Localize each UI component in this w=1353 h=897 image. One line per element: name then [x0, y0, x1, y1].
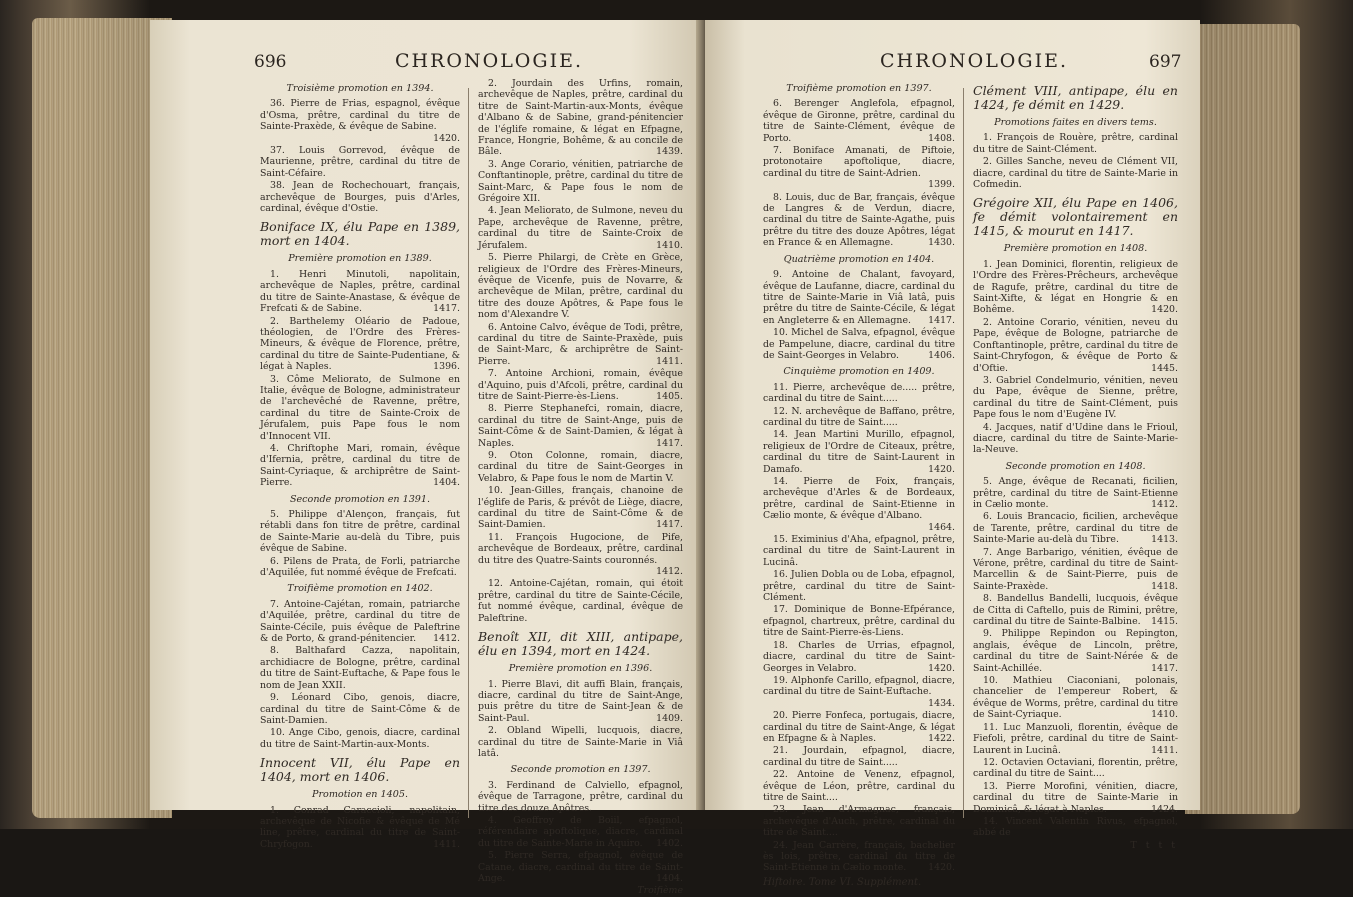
entry-paragraph: 4. Jean Meliorato, de Sulmone, neveu du Pape, archevêque de Ravenne, prêtre, cardinal du titre de Sainte-Croix de Jérufalem. 1410.	[478, 205, 683, 251]
entry-year: 1418.	[1151, 580, 1178, 592]
entry-year: 1417.	[1151, 662, 1178, 674]
entry-paragraph: 8. Bandellus Bandelli, lucquois, évêque de Citta di Caftello, puis de Rimini, prêtre, cardinal du titre de Sainte-Balbine. 1415.	[973, 593, 1178, 628]
entry-paragraph: 1. François de Rouère, prêtre, cardinal du titre de Saint-Clément.	[973, 132, 1178, 155]
page-edges-right	[1185, 24, 1300, 814]
left-column-1	[260, 78, 460, 851]
entry-year: 1430.	[928, 237, 955, 249]
entry-paragraph: 5. Ange, évêque de Recanati, ficilien, prêtre, cardinal du titre de Saint-Etienne in Cælio monte. 1412.	[973, 476, 1178, 510]
section-heading: Quatrième promotion en 1404.	[783, 253, 935, 265]
entry-paragraph: 2. Jourdain des Urfins, romain, archevêque de Naples, prêtre, cardinal du titre de Saint-Martin-aux-Monts, évêque d'Albano & de Sabine, grand-pénitencier de l'églife romaine, & légat en Efpagne, France, Hongrie, Bohême, & au concile de Bâle. 1439.	[478, 78, 683, 158]
left-page	[150, 20, 705, 897]
entry-paragraph: 10. Michel de Salva, efpagnol, évêque de Pampelune, diacre, cardinal du titre de Saint-Georges in Velabro. 1406.	[763, 327, 955, 361]
pope-heading: Clément VIII, antipape, élu en 1424, fe démit en 1429.	[973, 83, 1178, 112]
section-heading: Seconde promotion en 1408.	[1005, 460, 1146, 472]
pope-heading: Boniface IX, élu Pape en 1389, mort en 1404.	[260, 219, 460, 249]
section-heading: Seconde promotion en 1391.	[289, 493, 431, 505]
entry-paragraph: 9. Oton Colonne, romain, diacre, cardinal du titre de Saint-Georges in Velabro, & Pape fous le nom de Martin V.	[478, 450, 683, 484]
entry-paragraph: 6. Pilens de Prata, de Forli, patriarche d'Aquilée, fut nommé évêque de Frefcati.	[260, 555, 460, 579]
entry-year: 1412.	[656, 566, 683, 578]
right-page	[705, 20, 1200, 888]
entry-paragraph: 16. Julien Dobla ou de Loba, efpagnol, prêtre, cardinal du titre de Saint-Clément.	[763, 569, 955, 604]
entry-year: 1410.	[1151, 709, 1178, 721]
entry-year: 1420.	[928, 662, 955, 674]
entry-paragraph: 8. Balthafard Cazza, napolitain, archidiacre de Bologne, prêtre, cardinal du titre de Saint-Euftache, & Pape fous le nom de Jean XXII.	[260, 645, 460, 691]
column-rule	[963, 88, 964, 818]
entry-paragraph: 4. Jacques, natif d'Udine dans le Frioul, diacre, cardinal du titre de Sainte-Marie-la-Neuve.	[973, 421, 1178, 456]
entry-paragraph: 4. Geoffroy de Boiil, efpagnol, référendaire apoftolique, diacre, cardinal du titre de Sainte-Marie in Aquiro. 1402.	[478, 814, 683, 849]
entry-year: 1420.	[928, 463, 955, 475]
entry-paragraph: 1. Jean Dominici, florentin, religieux de l'Ordre des Frères-Prêcheurs, archevêque de Ragufe, prêtre, cardinal du titre de Saint-Xifte, & légat en Hongrie & en Bohême. 1420.	[973, 258, 1178, 316]
right-column-2	[973, 78, 1178, 851]
entry-paragraph: 36. Pierre de Frias, espagnol, évêque d'Osma, prêtre, cardinal du titre de Sainte-Praxède, & évêque de Sabine. 1420.	[260, 98, 460, 144]
section-heading: Cinquième promotion en 1409.	[783, 366, 935, 378]
entry-paragraph: 11. François Hugocione, de Pife, archevêque de Bordeaux, prêtre, cardinal du titre des Quatre-Saints couronnés. 1412.	[478, 531, 683, 578]
left-page-number: 696	[254, 52, 287, 72]
entry-paragraph: 3. Ferdinand de Calviello, efpagnol, évêque de Tarragone, prêtre, cardinal du titre des douze Apôtres.	[478, 779, 683, 814]
entry-paragraph: 9. Philippe Repindon ou Repington, anglais, évêque de Lincoln, prêtre, cardinal du titre de Saint-Nérée & de Saint-Achillée. 1417.	[973, 628, 1178, 674]
entry-paragraph: 22. Antoine de Venenz, efpagnol, évêque de Léon, prêtre, cardinal du titre de Saint....	[763, 769, 955, 803]
entry-paragraph: 1. Henri Minutoli, napolitain, archevêque de Naples, prêtre, cardinal du titre de Sainte-Anastase, & évêque de Frefcati & de Sabine. 1417.	[260, 268, 460, 315]
entry-paragraph: 18. Charles de Urrias, efpagnol, diacre, cardinal du titre de Saint-Georges in Velabro. 1420.	[763, 639, 955, 674]
entry-year: 1399.	[928, 179, 955, 191]
right-page-number: 697	[1149, 52, 1182, 72]
pope-heading: Grégoire XII, élu Pape en 1406, fe démit volontairement en 1415, & mourut en 1417.	[973, 195, 1178, 239]
entry-year: 1402.	[656, 837, 683, 849]
left-running-head: CHRONOLOGIE.	[395, 50, 583, 72]
entry-paragraph: 23. Jean d'Armagnac, français, archevêque d'Auch, prêtre, cardinal du titre de Saint....	[763, 804, 955, 839]
entry-paragraph: 21. Jourdain, efpagnol, diacre, cardinal du titre de Saint.....	[763, 745, 955, 768]
entry-year: 1406.	[928, 349, 955, 361]
entry-paragraph: 9. Léonard Cibo, genois, diacre, cardinal du titre de Saint-Côme & de Saint-Damien.	[260, 692, 460, 726]
section-heading: Promotion en 1405.	[312, 789, 408, 801]
entry-paragraph: 5. Pierre Philargi, de Crète en Grèce, religieux de l'Ordre des Frères-Mineurs, évêque de Vicenfe, puis de Novarre, & archevêque de Milan, prêtre, cardinal du titre des douze Apôtres, & Pape fous le nom d'Alexandre V.	[478, 252, 683, 321]
entry-paragraph: 7. Boniface Amanati, de Piftoie, protonotaire apoftolique, diacre, cardinal du titre de Saint-Adrien. 1399.	[763, 145, 955, 191]
section-heading: Première promotion en 1396.	[508, 663, 653, 675]
entry-year: 1420.	[928, 862, 955, 874]
entry-paragraph: 37. Louis Gorrevod, évêque de Maurienne, prêtre, cardinal du titre de Saint-Céfaire.	[260, 145, 460, 179]
entry-year: 1420.	[1151, 304, 1178, 316]
entry-year: 1439.	[656, 146, 683, 158]
entry-paragraph: 38. Jean de Rochechouart, français, archevêque de Bourges, puis d'Arles, cardinal, évêque d'Ostie.	[260, 180, 460, 215]
column-rule	[468, 88, 469, 818]
entry-year: 1409.	[656, 712, 683, 724]
entry-year: 1405.	[656, 390, 683, 402]
entry-year: 1434.	[928, 697, 955, 709]
entry-paragraph: 2. Barthelemy Oléario de Padoue, théologien, de l'Ordre des Frères-Mineurs, & évêque de Florence, prêtre, cardinal du titre de Sainte-Pudentiane, & légat à Naples. 1396.	[260, 315, 460, 373]
entry-paragraph: 7. Antoine-Cajétan, romain, patriarche d'Aquilée, prêtre, cardinal du titre de Sainte-Cécile, puis évêque de Paleftrine & de Porto, & grand-pénitencier. 1412.	[260, 598, 460, 645]
entry-paragraph: 14. Vincent Valentin Rivus, efpagnol, abbé de	[973, 815, 1178, 839]
section-heading: Première promotion en 1408.	[1003, 243, 1148, 255]
section-heading: Troifième promotion en 1402.	[287, 583, 433, 595]
entry-paragraph: 10. Mathieu Ciaconiani, polonais, chancelier de l'empereur Robert, & évêque de Worms, prêtre, cardinal du titre de Saint-Cyriaque. 1410.	[973, 675, 1178, 721]
entry-year: 1424.	[1151, 803, 1178, 815]
entry-paragraph: 8. Louis, duc de Bar, français, évêque de Langres & de Verdun, diacre, cardinal du titre de Sainte-Agathe, puis prêtre du titre des douze Apôtres, légat en France & en Allemagne. 1430.	[763, 191, 955, 249]
entry-year: 1417.	[928, 314, 955, 326]
entry-paragraph: 3. Côme Meliorato, de Sulmone en Italie, évêque de Bologne, administrateur de l'archevêché de Ravenne, prêtre, cardinal du titre de Sainte-Croix de Jérufalem, puis Pape fous le nom d'Innocent VII.	[260, 373, 460, 442]
entry-year: 1413.	[1151, 534, 1178, 546]
entry-paragraph: 14. Jean Martini Murillo, efpagnol, religieux de l'Ordre de Citeaux, prêtre, cardinal du titre de Saint-Laurent in Damafo. 1420.	[763, 429, 955, 475]
entry-paragraph: 24. Jean Carrère, français, bachelier ès lois, prêtre, cardinal du titre de Saint-Etienne in Cælio monte. 1420.	[763, 839, 955, 874]
entry-paragraph: 10. Ange Cibo, genois, diacre, cardinal du titre de Saint-Martin-aux-Monts.	[260, 727, 460, 750]
entry-year: 1464.	[928, 521, 955, 533]
section-heading: Troifième promotion en 1397.	[786, 83, 932, 94]
entry-year: 1404.	[656, 873, 683, 884]
entry-paragraph: 13. Pierre Morofini, vénitien, diacre, cardinal du titre de Sainte-Marie in Dominicâ, & légat à Naples. 1424.	[973, 780, 1178, 815]
entry-paragraph: 7. Antoine Archioni, romain, évêque d'Aquino, puis d'Afcoli, prêtre, cardinal du titre de Saint-Pierre-ès-Liens. 1405.	[478, 368, 683, 402]
entry-paragraph: 3. Gabriel Condelmurio, vénitien, neveu du Pape, évêque de Sienne, prêtre, cardinal du titre de Saint-Clément, puis Pape fous le nom d'Eugène IV.	[973, 374, 1178, 421]
pope-heading: Benoît XII, dit XIII, antipape, élu en 1394, mort en 1424.	[478, 629, 683, 659]
entry-year: 1445.	[1151, 362, 1178, 374]
left-column-2	[478, 78, 683, 897]
entry-paragraph: 20. Pierre Fonfeca, portugais, diacre, cardinal du titre de Saint-Ange, & légat en Efpagne & à Naples. 1422.	[763, 710, 955, 744]
entry-paragraph: 5. Pierre Serra, efpagnol, évêque de Catane, diacre, cardinal du titre de Saint-Ange. 1404.	[478, 850, 683, 884]
entry-paragraph: 2. Antoine Corario, vénitien, neveu du Pape, évêque de Bologne, patriarche de Conftantinople, prêtre, cardinal du titre de Saint-Chryfogon, & évêque de Porto & d'Oftie. 1445.	[973, 316, 1178, 374]
entry-paragraph: 12. Octavien Octaviani, florentin, prêtre, cardinal du titre de Saint....	[973, 756, 1178, 780]
pope-heading: Innocent VII, élu Pape en 1404, mort en 1406.	[260, 755, 460, 785]
entry-year: 1396.	[433, 361, 460, 373]
entry-paragraph: 15. Eximinius d'Aha, efpagnol, prêtre, cardinal du titre de Saint-Laurent in Lucinâ.	[763, 534, 955, 568]
entry-paragraph: 4. Chriftophe Mari, romain, évêque d'Ifernia, prêtre, cardinal du titre de Saint-Cyriaque, & archiprêtre de Saint-Pierre. 1404.	[260, 442, 460, 489]
signature-mark: T t t t	[1130, 839, 1178, 851]
footer-title: Hiftoire. Tome VI. Supplément.	[763, 876, 922, 888]
entry-paragraph: 12. N. archevêque de Baffano, prêtre, cardinal du titre de Saint.....	[763, 405, 955, 428]
entry-year: 1411.	[1151, 744, 1178, 756]
section-heading: Troisième promotion en 1394.	[286, 83, 434, 94]
entry-paragraph: 5. Philippe d'Alençon, français, fut rétabli dans fon titre de prêtre, cardinal de Sainte-Marie au-delà du Tibre, puis évêque de Sabine.	[260, 509, 460, 555]
entry-year: 1404.	[433, 477, 460, 489]
entry-paragraph: 19. Alphonfe Carillo, efpagnol, diacre, cardinal du titre de Saint-Euftache. 1434.	[763, 674, 955, 709]
entry-year: 1408.	[928, 132, 955, 144]
right-running-head: CHRONOLOGIE.	[880, 50, 1068, 72]
entry-paragraph: 9. Antoine de Chalant, favoyard, évêque de Laufanne, diacre, cardinal du titre de Sainte-Marie in Viâ latâ, puis prêtre du titre de Sainte-Cécile, & légat en Angleterre & en Allemagne. 1417.	[763, 269, 955, 326]
entry-paragraph: 17. Dominique de Bonne-Efpérance, efpagnol, chartreux, prêtre, cardinal du titre de Saint-Pierre-ès-Liens.	[763, 604, 955, 639]
entry-year: 1417.	[656, 519, 683, 531]
entry-paragraph: 6. Louis Brancacio, ficilien, archevêque de Tarente, prêtre, cardinal du titre de Sainte-Marie au-delà du Tibre. 1413.	[973, 511, 1178, 546]
entry-paragraph: 6. Antoine Calvo, évêque de Todi, prêtre, cardinal du titre de Sainte-Praxède, puis de Saint-Marc, & archiprêtre de Saint-Pierre. 1411.	[478, 321, 683, 367]
entry-paragraph: 2. Obland Wipelli, lucquois, diacre, cardinal du titre de Sainte-Marie in Viâ latâ.	[478, 725, 683, 759]
entry-paragraph: 6. Berenger Anglefola, efpagnol, évêque de Gironne, prêtre, cardinal du titre de Sainte-Clément, évêque de Porto. 1408.	[763, 98, 955, 144]
entry-paragraph: 7. Ange Barbarigo, vénitien, évêque de Vérone, prêtre, cardinal du titre de Saint-Marcellin & de Saint-Pierre, puis de Sainte-Praxède. 1418.	[973, 546, 1178, 592]
entry-year: 1417.	[656, 437, 683, 449]
entry-year: 1422.	[928, 732, 955, 744]
section-heading: Première promotion en 1389.	[288, 253, 432, 265]
entry-year: 1412.	[1151, 498, 1178, 510]
entry-year: 1411.	[433, 838, 460, 850]
entry-year: 1420.	[433, 132, 460, 144]
entry-paragraph: 14. Pierre de Foix, français, archevêque d'Arles & de Bordeaux, prêtre, cardinal de Saint-Etienne in Cælio monte, & évêque d'Albano. 1464.	[763, 476, 955, 533]
entry-year: 1412.	[433, 633, 460, 645]
entry-year: 1411.	[656, 355, 683, 367]
entry-paragraph: 12. Antoine-Cajétan, romain, qui étoit prêtre, cardinal du titre de Sainte-Cécile, fut nommé évêque, cardinal, évêque de Paleftrine.	[478, 578, 683, 624]
right-column-1	[763, 78, 955, 888]
section-heading: Promotions faites en divers tems.	[994, 117, 1157, 128]
entry-year: 1415.	[1151, 616, 1178, 628]
section-heading: Seconde promotion en 1397.	[510, 764, 651, 776]
entry-paragraph: 2. Gilles Sanche, neveu de Clément VII, diacre, cardinal du titre de Sainte-Marie in Cofmedin.	[973, 156, 1178, 191]
entry-paragraph: 1. Pierre Blavi, dit auffi Blain, français, diacre, cardinal du titre de Saint-Ange, puis prêtre du titre de Saint-Jean & de Saint-Paul. 1409.	[478, 678, 683, 724]
entry-paragraph: 10. Jean-Gilles, français, chanoine de l'églife de Paris, & prévôt de Liège, diacre, cardinal du titre de Saint-Côme & de Saint-Damien. 1417.	[478, 485, 683, 531]
entry-paragraph: 8. Pierre Stephanefci, romain, diacre, cardinal du titre de Saint-Ange, puis de Saint-Côme & de Saint-Damien, & légat à Naples. 1417.	[478, 403, 683, 449]
catchword: Troifième	[637, 885, 683, 897]
entry-year: 1410.	[656, 239, 683, 251]
entry-paragraph: 1. Conrad Caraccioli, napolitain, archevêque de Nicofie & évêque de Mé line, prêtre, cardinal du titre de Saint-Chryfogon. 1411.	[260, 804, 460, 850]
entry-paragraph: 3. Ange Corario, vénitien, patriarche de Conftantinople, prêtre, cardinal du titre de Saint-Marc, & Pape fous le nom de Grégoire XII.	[478, 158, 683, 205]
entry-year: 1417.	[433, 303, 460, 315]
entry-paragraph: 11. Pierre, archevêque de..... prêtre, cardinal du titre de Saint.....	[763, 381, 955, 405]
entry-paragraph: 11. Luc Manzuoli, florentin, évêque de Fiefoli, prêtre, cardinal du titre de Saint-Laurent in Lucinâ. 1411.	[973, 721, 1178, 756]
